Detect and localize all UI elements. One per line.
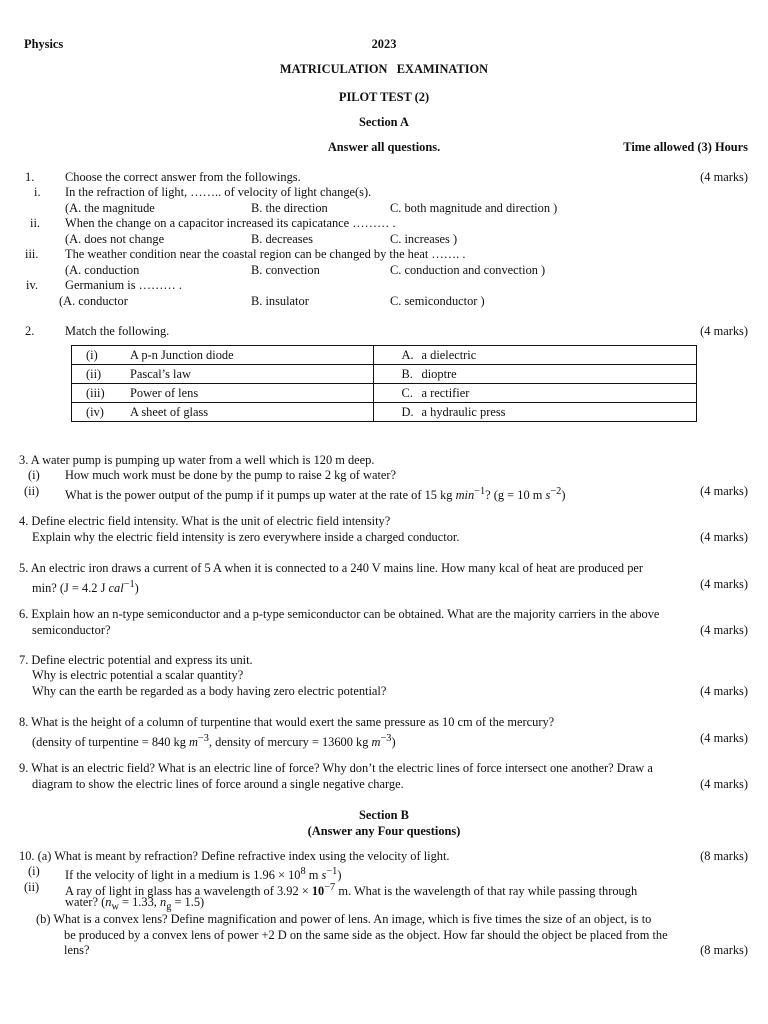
exam-year: 2023 (371, 37, 397, 51)
q1-item-roman: iv. (26, 278, 38, 292)
q1-item-roman: i. (34, 185, 41, 199)
q4-marks: (4 marks) (700, 530, 748, 544)
q3-sub-text: What is the power output of the pump if it pumps up water at the rate of 15 kg $\min^{-1}$? (g = 10 m $s^{-2}$) (65, 486, 566, 503)
q10-sub-text: A ray of light in glass has a wavelength of $3.92 \times 10^{-7}$ m. What is the wavelength of that ray while passing through (65, 882, 638, 899)
q10a-text: 10. (a) What is meant by refraction? Define refractive index using the velocity of light. (19, 849, 450, 863)
q5-text-line2: min? (J = 4.2 J cal$^{-1}$) (32, 579, 139, 596)
match-left-cell (72, 403, 374, 422)
match-left-text: A sheet of glass (130, 404, 209, 419)
q1-option-b: B. insulator (251, 294, 309, 308)
q1-option-c: C. increases ) (390, 232, 458, 246)
match-left-cell (72, 365, 374, 384)
q1-option-b: B. decreases (251, 232, 313, 246)
q1-option-c: C. conduction and convection ) (390, 263, 546, 277)
match-index: (iii) (86, 385, 105, 400)
match-index: (iv) (86, 404, 104, 419)
q1-option-a: (A. the magnitude (65, 201, 155, 215)
q5-marks: (4 marks) (700, 577, 748, 591)
q6-text-line2: semiconductor? (32, 623, 111, 637)
match-right-text: a hydraulic press (421, 404, 506, 419)
q1-item-roman: iii. (25, 247, 39, 261)
q8-text-line2: (density of turpentine = 840 kg $m^{-3}$, density of mercury = 13600 kg $m^{-3}$) (32, 733, 396, 750)
q3-text: 3. A water pump is pumping up water from a well which is 120 m deep. (19, 453, 375, 467)
exam-title: MATRICULATION EXAMINATION (279, 62, 489, 76)
section-a-heading: Section A (359, 115, 409, 129)
match-right-cell (373, 384, 696, 403)
q9-marks: (4 marks) (700, 777, 748, 791)
match-left-text: Pascal’s law (130, 366, 191, 381)
q10a-marks: (8 marks) (700, 849, 748, 863)
q3-sub-index: (ii) (24, 484, 40, 498)
match-right-text: a dielectric (421, 347, 477, 362)
q2-number: 2. (25, 324, 35, 338)
q9-text: 9. What is an electric field? What is an electric line of force? Why don’t the electric lines of force intersect one another? Draw a (19, 761, 653, 775)
q1-option-a: (A. conductor (59, 294, 128, 308)
match-right-cell (373, 365, 696, 384)
q1-option-c: C. both magnitude and direction ) (390, 201, 558, 215)
section-a-instruction: Answer all questions. (327, 140, 441, 154)
q3-sub-text: How much work must be done by the pump to raise 2 kg of water? (65, 468, 397, 482)
match-letter: B. (401, 366, 413, 381)
q6-text: 6. Explain how an n-type semiconductor and a p-type semiconductor can be obtained. What are the majority carriers in the above (19, 607, 660, 621)
q1-item-stem: The weather condition near the coastal region can be changed by the heat ……. . (65, 247, 466, 261)
table-row (72, 365, 697, 384)
q1-item-roman: ii. (30, 216, 40, 230)
q5-text: 5. An electric iron draws a current of 5 A when it is connected to a 240 V mains line. How many kcal of heat are produced per (19, 561, 644, 575)
q1-option-c: C. semiconductor ) (390, 294, 485, 308)
q9-text-line2: diagram to show the electric lines of force around a single negative charge. (32, 777, 404, 791)
q10-sub-text: If the velocity of light in a medium is $1.96 \times 10^8$ m $s^{-1}$) (65, 866, 342, 883)
q6-marks: (4 marks) (700, 623, 748, 637)
q10-sub-index: (i) (28, 864, 40, 878)
match-right-cell (373, 403, 696, 422)
section-b-heading: Section B (359, 808, 409, 822)
subject-label: Physics (24, 37, 64, 51)
q1-option-a: (A. conduction (65, 263, 140, 277)
time-allowed: Time allowed (3) Hours (623, 140, 748, 154)
q10b-text-line3: lens? (64, 943, 90, 957)
match-right-text: dioptre (421, 366, 457, 381)
q8-marks: (4 marks) (700, 731, 748, 745)
match-right-cell (373, 346, 696, 365)
table-row (72, 384, 697, 403)
q10-sub-index: (ii) (24, 880, 40, 894)
q8-text: 8. What is the height of a column of turpentine that would exert the same pressure as 10 cm of the mercury? (19, 715, 555, 729)
match-table (71, 345, 697, 422)
q10-sub-text-line2: water? ($n_w = 1.33$, $n_g = 1.5$) (65, 895, 205, 913)
q10b-text-line2: be produced by a convex lens of power +2 D on the same side as the object. How far should the object be placed from the (64, 928, 668, 942)
q1-option-b: B. convection (251, 263, 320, 277)
match-left-text: Power of lens (130, 385, 199, 400)
match-index: (ii) (86, 366, 102, 381)
q1-item-stem: Germanium is ……… . (65, 278, 183, 292)
match-left-text: A p-n Junction diode (130, 347, 234, 362)
test-name: PILOT TEST (2) (338, 90, 430, 104)
q1-option-a: (A. does not change (65, 232, 165, 246)
match-letter: A. (401, 347, 414, 362)
match-letter: D. (401, 404, 414, 419)
q1-text: Choose the correct answer from the followings. (65, 170, 301, 184)
q2-text: Match the following. (65, 324, 170, 338)
q3-marks: (4 marks) (700, 484, 748, 498)
match-index: (i) (86, 347, 98, 362)
q1-number: 1. (25, 170, 35, 184)
q4-text-line2: Explain why the electric field intensity is zero everywhere inside a charged conductor. (32, 530, 460, 544)
q10b-text: (b) What is a convex lens? Define magnification and power of lens. An image, which is five times the size of an object, is to (36, 912, 652, 926)
section-b-instruction: (Answer any Four questions) (307, 824, 461, 838)
q1-item-stem: When the change on a capacitor increased its capicatance ……… . (65, 216, 396, 230)
match-letter: C. (401, 385, 413, 400)
q1-option-b: B. the direction (251, 201, 328, 215)
table-row (72, 403, 697, 422)
q7-marks: (4 marks) (700, 684, 748, 698)
q1-item-stem: In the refraction of light, …….. of velocity of light change(s). (65, 185, 372, 199)
q7-text-line3: Why can the earth be regarded as a body having zero electric potential? (32, 684, 387, 698)
q7-text-line2: Why is electric potential a scalar quantity? (32, 668, 244, 682)
q1-marks: (4 marks) (700, 170, 748, 184)
q10b-marks: (8 marks) (700, 943, 748, 957)
match-right-text: a rectifier (421, 385, 470, 400)
match-left-cell (72, 384, 374, 403)
table-row (72, 346, 697, 365)
q7-text: 7. Define electric potential and express its unit. (19, 653, 253, 667)
q2-marks: (4 marks) (700, 324, 748, 338)
q4-text: 4. Define electric field intensity. What is the unit of electric field intensity? (19, 514, 391, 528)
q3-sub-index: (i) (28, 468, 40, 482)
match-left-cell (72, 346, 374, 365)
